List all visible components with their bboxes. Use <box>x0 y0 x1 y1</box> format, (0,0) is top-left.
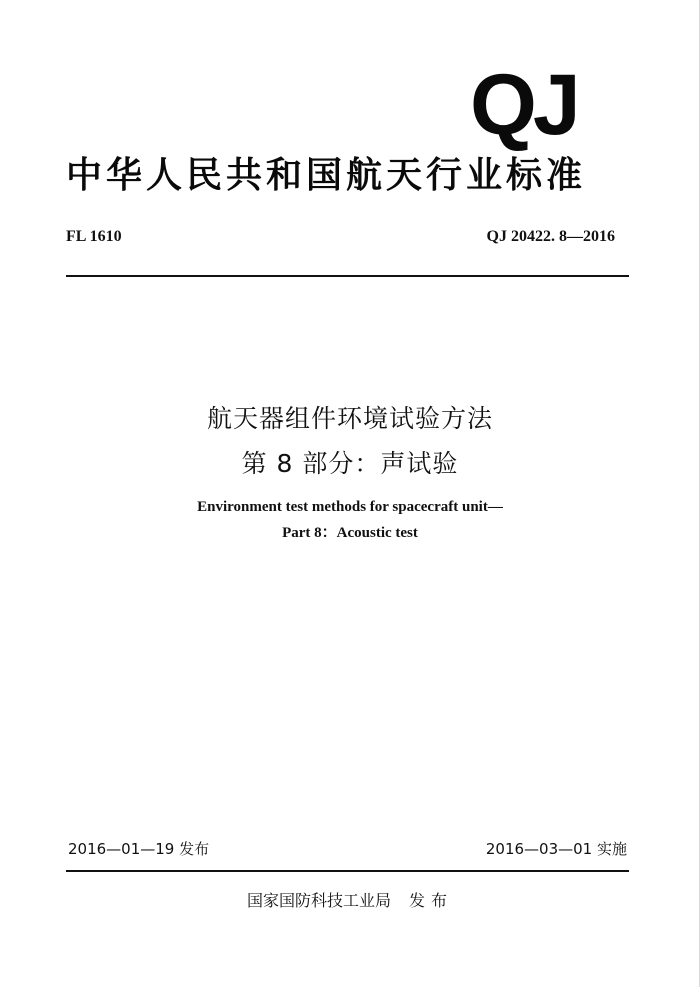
classification-code: FL 1610 <box>66 228 122 245</box>
standard-category-title: 中华人民共和国航天行业标准 <box>66 155 587 196</box>
english-title-line-1: Environment test methods for spacecraft unit— <box>197 499 503 515</box>
header-divider <box>66 275 629 277</box>
english-title-line-2: Part 8：Acoustic test <box>282 525 418 541</box>
standard-number: QJ 20422. 8—2016 <box>486 228 615 245</box>
qj-logo: QJ <box>470 57 577 153</box>
footer-divider <box>66 870 629 872</box>
implementation-date: 2016—03—01 实施 <box>485 840 627 858</box>
issuer-line <box>0 893 700 909</box>
chinese-title-line-2: 第 8 部分：声试验 <box>241 449 459 478</box>
issuer-verb: 发布 <box>409 891 454 910</box>
issuer-name: 国家国防科技工业局 <box>246 891 391 910</box>
issue-date: 2016—01—19 发布 <box>68 840 210 858</box>
chinese-title-line-1: 航天器组件环境试验方法 <box>206 404 493 433</box>
